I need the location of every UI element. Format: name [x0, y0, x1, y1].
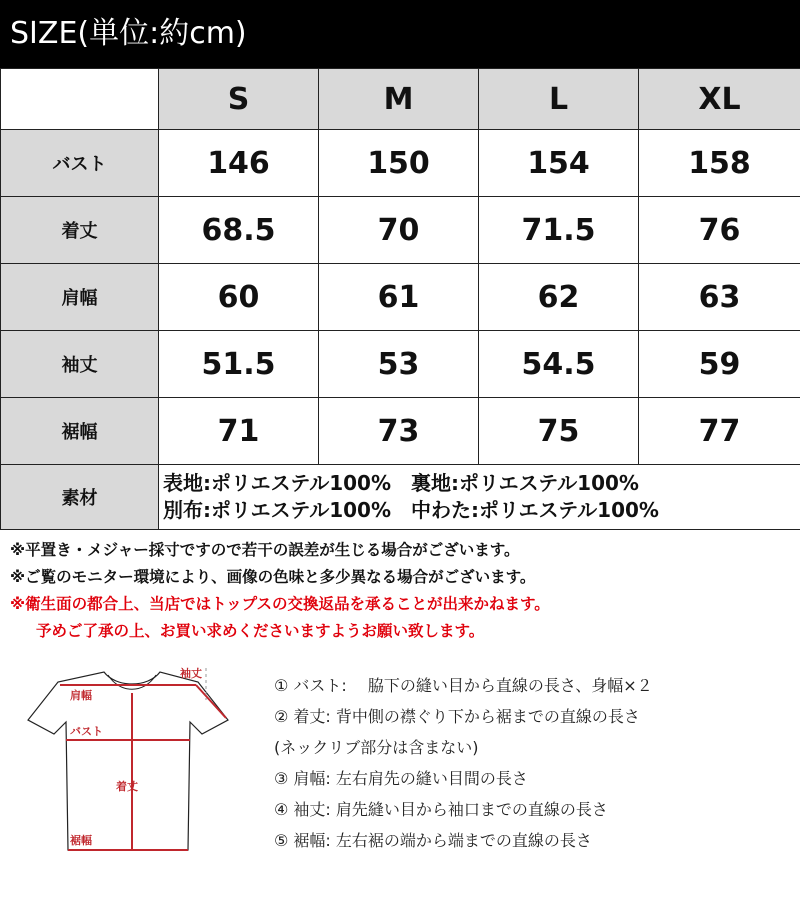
table-cell: 75: [479, 398, 639, 465]
legend-sleeve: ④ 袖丈: 肩先縫い目から袖口までの直線の長さ: [274, 800, 608, 819]
legend-bust: ① バスト: 脇下の縫い目から直線の長さ、身幅×２: [274, 676, 653, 695]
table-cell: 61: [319, 264, 479, 331]
page-title: SIZE(単位:約cm): [10, 16, 247, 51]
material-line-2: 別布:ポリエステル100% 中わた:ポリエステル100%: [163, 498, 659, 522]
row-label: 素材: [1, 465, 159, 530]
size-header-row: [1, 69, 800, 130]
table-cell: 53: [319, 331, 479, 398]
table-row-sleeve: [1, 331, 800, 398]
table-cell: 54.5: [479, 331, 639, 398]
table-cell: 146: [159, 130, 319, 197]
row-label: 袖丈: [1, 331, 159, 398]
table-cell: 68.5: [159, 197, 319, 264]
table-cell: 62: [479, 264, 639, 331]
table-row-hem: [1, 398, 800, 465]
table-cell: 71: [159, 398, 319, 465]
table-cell: 76: [639, 197, 800, 264]
table-cell: 70: [319, 197, 479, 264]
legend-length: ② 着丈: 背中側の襟ぐり下から裾までの直線の長さ: [274, 707, 640, 726]
sleeve-line: [196, 685, 226, 718]
row-label: 裾幅: [1, 398, 159, 465]
table-cell: 71.5: [479, 197, 639, 264]
table-cell: 150: [319, 130, 479, 197]
tshirt-outline: [28, 672, 228, 850]
table-row-length: [1, 197, 800, 264]
table-cell: 51.5: [159, 331, 319, 398]
tshirt-diagram: [20, 660, 250, 865]
sleeve-label: 袖丈: [180, 667, 202, 680]
legend-length-note: (ネックリブ部分は含まない): [274, 738, 479, 757]
table-row-material: [1, 465, 800, 530]
size-header-s: S: [159, 69, 319, 130]
note-monitor: ※ご覧のモニター環境により、画像の色味と多少異なる場合がございます。: [10, 568, 536, 586]
neckline: [108, 675, 156, 689]
legend-shoulder: ③ 肩幅: 左右肩先の縫い目間の長さ: [274, 769, 528, 788]
size-table: [0, 68, 800, 530]
legend-hem: ⑤ 裾幅: 左右裾の端から端までの直線の長さ: [274, 831, 592, 850]
table-cell: 63: [639, 264, 800, 331]
material-line-1: 表地:ポリエステル100% 裏地:ポリエステル100%: [163, 471, 639, 495]
size-header-xl: XL: [639, 69, 800, 130]
size-header-m: M: [319, 69, 479, 130]
note-measurement: ※平置き・メジャー採寸ですので若干の誤差が生じる場合がございます。: [10, 541, 520, 559]
table-cell: 73: [319, 398, 479, 465]
table-cell: 154: [479, 130, 639, 197]
corner-cell: [1, 69, 159, 130]
size-header-l: L: [479, 69, 639, 130]
material-cell: [159, 465, 800, 530]
shoulder-label: 肩幅: [70, 689, 92, 702]
table-row-bust: [1, 130, 800, 197]
title-bar: [0, 0, 800, 68]
note-acknowledge: 予めご了承の上、お買い求めくださいますようお願い致します。: [36, 622, 485, 640]
notes: [10, 537, 790, 645]
row-label: 着丈: [1, 197, 159, 264]
row-label: バスト: [1, 130, 159, 197]
bust-label: バスト: [70, 725, 103, 738]
table-cell: 158: [639, 130, 800, 197]
length-label: 着丈: [116, 780, 138, 793]
table-row-shoulder: [1, 264, 800, 331]
table-cell: 59: [639, 331, 800, 398]
table-cell: 77: [639, 398, 800, 465]
note-return-policy: ※衛生面の都合上、当店ではトップスの交換返品を承ることが出来かねます。: [10, 595, 550, 613]
hem-label: 裾幅: [70, 834, 92, 847]
row-label: 肩幅: [1, 264, 159, 331]
table-cell: 60: [159, 264, 319, 331]
measurement-legend: [274, 670, 794, 856]
